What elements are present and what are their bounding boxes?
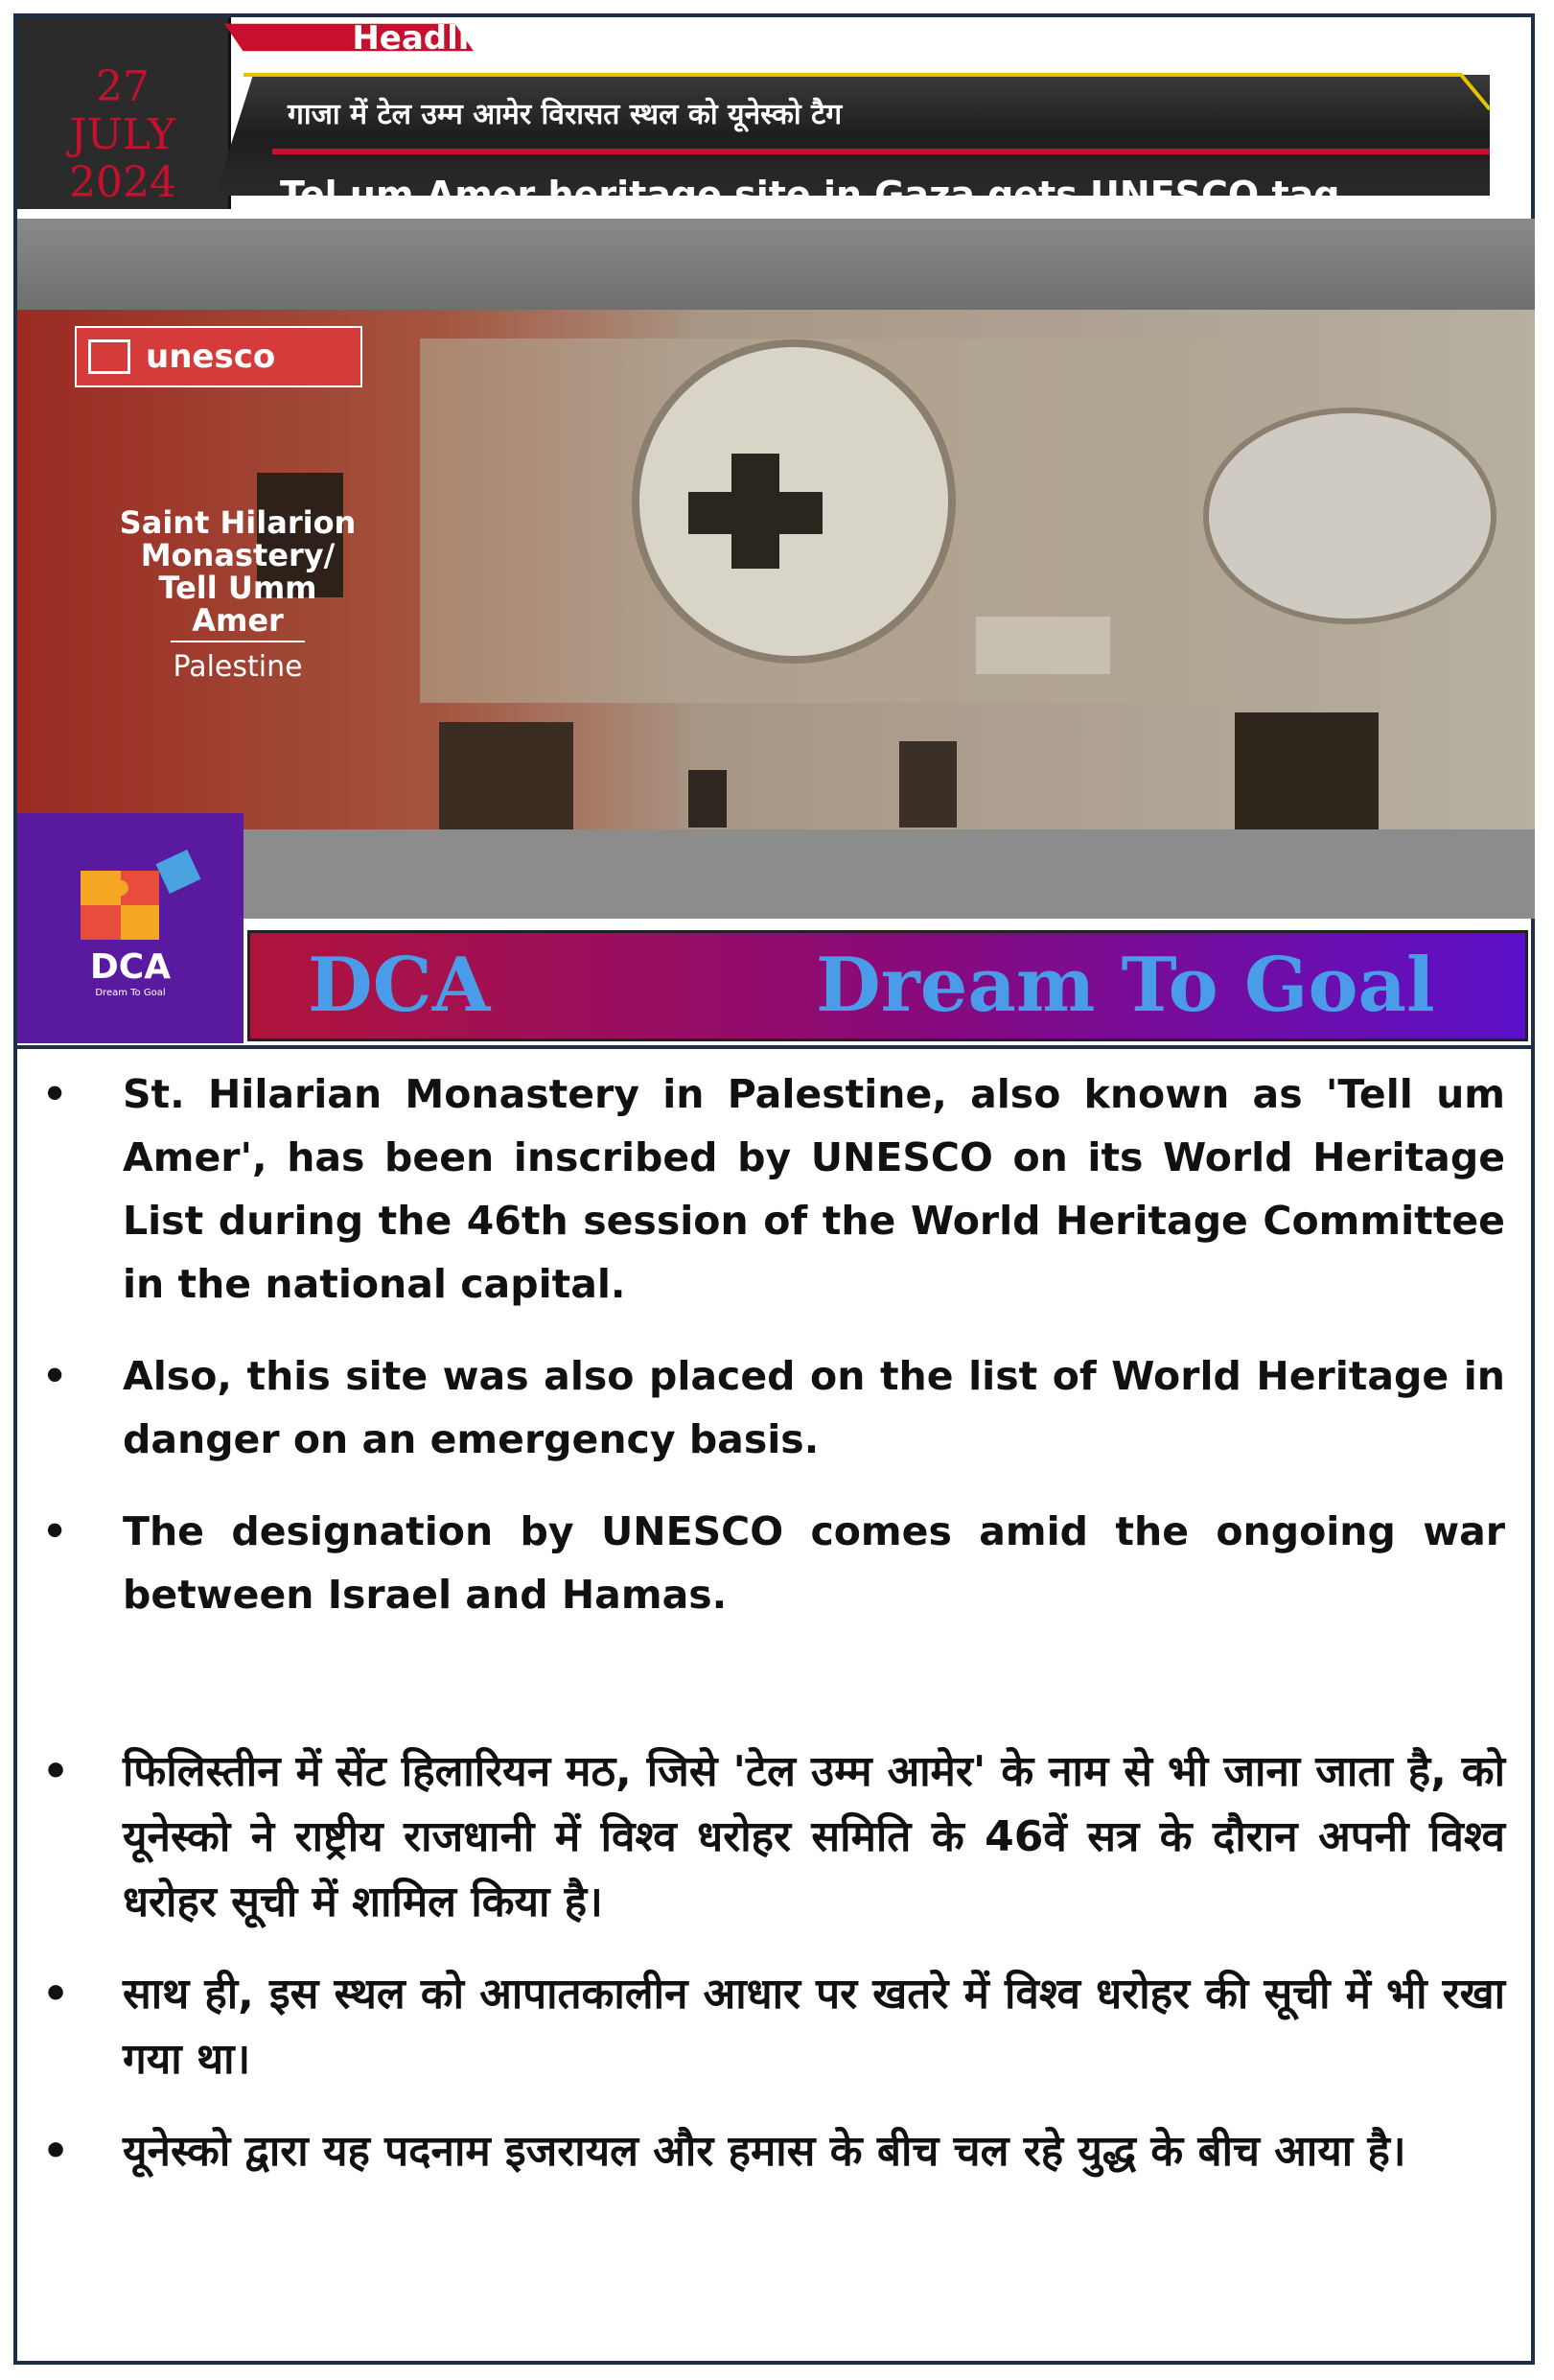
bullet-hi-1: • फिलिस्तीन में सेंट हिलारियन मठ, जिसे 'टेल उम्म आमेर' के नाम से भी जाना जाता है, को यूनेस्को ने राष्ट्रीय राजधानी में विश्व धरोहर समिति के 46वें सत्र के दौरान अपनी विश्व धरोहर सूची में शामिल किया है। <box>38 1739 1505 1935</box>
news-image <box>17 219 1535 919</box>
bullet-en-2: • Also, this site was also placed on the list of World Heritage in danger on an emergency basis. <box>38 1344 1505 1471</box>
date-month: JULY <box>69 110 176 159</box>
bullet-list <box>38 1062 1505 2211</box>
image-top-band <box>17 219 1535 310</box>
bullet-hi-2: • साथ ही, इस स्थल को आपातकालीन आधार पर खतरे में विश्व धरोहर की सूची में भी रखा गया था। <box>38 1962 1505 2092</box>
unesco-temple-icon <box>88 339 130 374</box>
header <box>13 13 1535 215</box>
hindi-headline: गाजा में टेल उम्म आमेर विरासत स्थल को यूनेस्को टैग <box>288 98 843 131</box>
bullet-en-1: • St. Hilarian Monastery in Palestine, also known as 'Tell um Amer', has been inscribed by UNESCO on its World Heritage List during the 46th session of the World Heritage Committee in the national capital. <box>38 1062 1505 1316</box>
site-divider <box>171 641 305 642</box>
site-country: Palestine <box>173 650 303 684</box>
site-name: Saint Hilarion Monastery/ Tell Umm Amer <box>119 504 357 639</box>
puzzle-icon <box>17 813 244 947</box>
english-headline: Tel um Amer heritage site in Gaza gets UNESCO tag <box>280 174 1340 216</box>
banner-right-text: Dream To Goal <box>816 942 1435 1029</box>
image-bottom-band <box>17 829 1535 919</box>
headline-tab-label: Headline <box>352 19 515 58</box>
dca-logo <box>17 813 244 1043</box>
section-divider <box>17 1045 1535 1049</box>
dca-banner <box>247 930 1528 1041</box>
unesco-badge-text: unesco <box>146 338 276 376</box>
bullet-hi-3: • यूनेस्को द्वारा यह पदनाम इजरायल और हमास के बीच चल रहे युद्ध के बीच आया है। <box>38 2119 1505 2184</box>
unesco-badge <box>75 326 362 387</box>
date-year: 2024 <box>69 158 176 207</box>
dca-logo-subtext: Dream To Goal <box>95 988 166 998</box>
banner-left-text: DCA <box>308 942 491 1029</box>
date-box <box>17 17 231 209</box>
date-day: 27 <box>96 62 150 111</box>
bullet-en-3: • The designation by UNESCO comes amid the ongoing war between Israel and Hamas. <box>38 1500 1505 1626</box>
date <box>17 63 228 207</box>
dca-logo-text: DCA <box>89 947 172 987</box>
